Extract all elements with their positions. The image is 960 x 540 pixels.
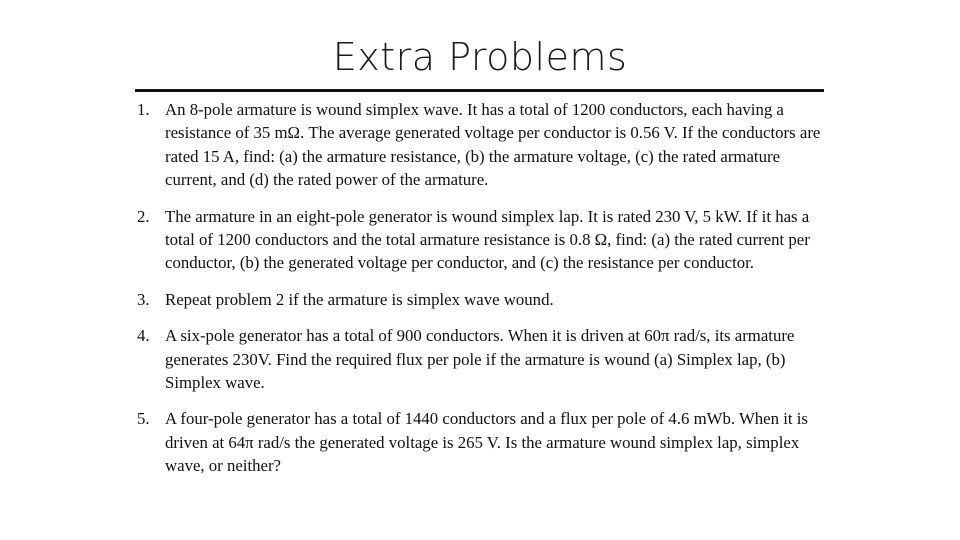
problem-item-4 bbox=[128, 324, 828, 394]
problem-number: 3. bbox=[137, 289, 150, 309]
problem-text: A four-pole generator has a total of 1440 conductors and a flux per pole of 4.6 mWb. When it is driven at 64π rad/s the generated voltage is 265 V. Is the armature wound simplex lap, simplex wave, or neither? bbox=[165, 409, 808, 476]
problem-text: A six-pole generator has a total of 900 conductors. When it is driven at 60π rad/s, its armature generates 230V. Find the required flux per pole if the armature is wound (a) Simplex lap, (b) Simplex wave. bbox=[165, 326, 795, 393]
problem-item-3 bbox=[128, 288, 828, 311]
slide-title: Extra Problems bbox=[332, 35, 628, 79]
problem-text: An 8-pole armature is wound simplex wave. It has a total of 1200 conductors, each having a resistance of 35 mΩ. The average generated voltage per conductor is 0.56 V. If the conductors are rated 15 A, find: (a) the armature resistance, (b) the armature voltage, (c) the rated armature current, and (d) the rated power of the armature. bbox=[165, 100, 821, 190]
problem-text: Repeat problem 2 if the armature is simplex wave wound. bbox=[165, 289, 554, 309]
problem-number: 1. bbox=[137, 100, 150, 119]
problem-number: 2. bbox=[137, 206, 150, 226]
problem-list bbox=[128, 98, 828, 491]
problem-item-5 bbox=[128, 407, 828, 477]
problem-number: 5. bbox=[137, 409, 150, 429]
problem-item-2 bbox=[128, 205, 828, 275]
problem-text: The armature in an eight-pole generator is wound simplex lap. It is rated 230 V, 5 kW. If it has a total of 1200 conductors and the total armature resistance is 0.8 Ω, find: (a) the rated current per conductor, (b) the generated voltage per conductor, and (c) the resistance per conductor. bbox=[165, 206, 810, 273]
problem-item-1 bbox=[128, 98, 828, 192]
title-divider bbox=[135, 89, 824, 92]
problem-number: 4. bbox=[137, 326, 150, 346]
